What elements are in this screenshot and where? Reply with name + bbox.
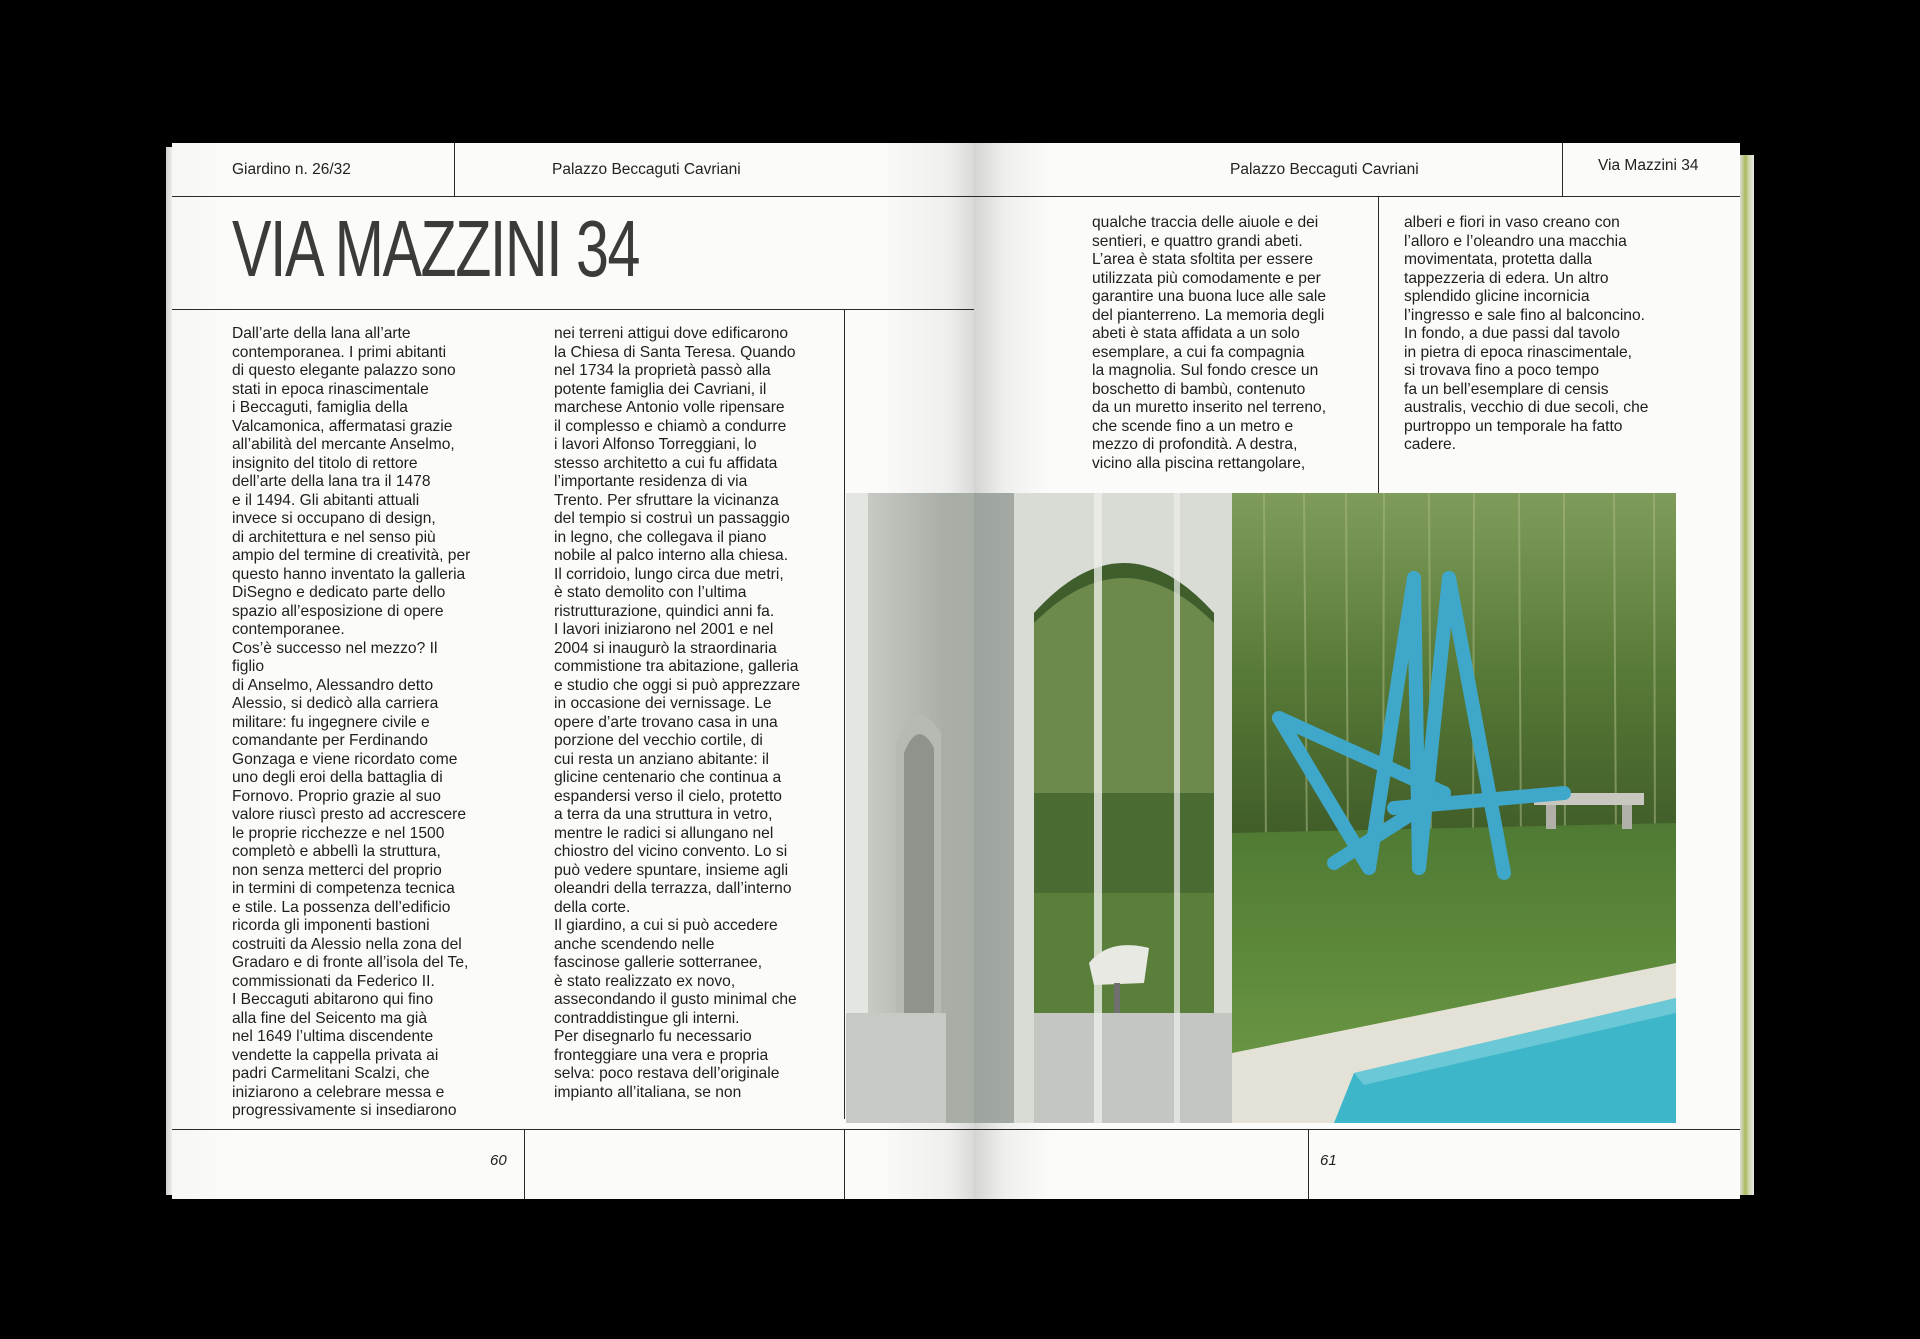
article-text-column-4: alberi e fiori in vaso creano con l’alloro e l’oleandro una macchia movimentata, protetta dalla tappezzeria di edera. Un altro splendido glicine incornicia l’ingresso e sale fino al balconcino. In fondo, a due passi dal tavolo in pietra di epoca rinascimentale, si trovava fino a poco tempo fa un bell’esemplare di censis australis, vecchio di due secoli, che purtroppo un temporale ha fatto cadere. (1404, 214, 1649, 453)
footer-rule-right (974, 1129, 1740, 1130)
column-divider-right (1378, 196, 1379, 493)
article-title: VIA MAZZINI 34 (232, 204, 639, 293)
right-page-edge (1740, 155, 1754, 1195)
footer-rule (172, 1129, 974, 1130)
courtyard-photo-left-half (846, 493, 974, 1123)
header-divider-right (1562, 143, 1563, 196)
header-palazzo-label: Palazzo Beccaguti Cavriani (552, 161, 741, 178)
garden-photo (974, 493, 1676, 1123)
left-page (172, 143, 974, 1199)
page-number-left: 60 (490, 1152, 507, 1169)
footer-divider-1 (524, 1129, 525, 1199)
header-street-label: Via Mazzini 34 (1598, 157, 1699, 174)
footer-divider-2 (844, 1129, 845, 1199)
header-rule (172, 196, 974, 197)
garden-sculpture-image (974, 493, 1676, 1123)
article-text-column-3: qualche traccia delle aiuole e dei sentieri, e quattro grandi abeti. L’area è stata sfoltita per essere utilizzata più comodamente e per garantire una buona luce alle sale del pianterreno. La memoria degli abeti è stata affidata a un solo esemplare, a cui fa compagnia la magnolia. Sul fondo cresce un boschetto di bambù, contenuto da un muretto inserito nel terreno, che scende fino a un metro e mezzo di profondità. A destra, vicino alla piscina rettangolare, (1092, 214, 1327, 472)
interior-arches-image (846, 493, 974, 1123)
page-number-right: 61 (1320, 1152, 1337, 1169)
magazine-spread (172, 143, 1740, 1199)
header-rule-right (974, 196, 1740, 197)
header-palazzo-label-right: Palazzo Beccaguti Cavriani (1230, 161, 1419, 178)
article-text-column-1: Dall’arte della lana all’arte contemporanea. I primi abitanti di questo elegante palazzo sono stati in epoca rinascimentale i Beccaguti, famiglia della Valcamonica, affermatasi grazie all’abilità del mercante Anselmo, insignito del titolo di rettore dell’arte della lana tra il 1478 e il 1494. Gli abitanti attuali invece si occupano di design, di architettura e nel senso più ampio del termine di creatività, per questo hanno inventato la galleria DiSegno e dedicato parte dello spazio all’esposizione di opere contemporanee. Cos’è successo nel mezzo? Il figlio di Anselmo, Alessandro detto Alessio, si dedicò alla carriera militare: fu ingegnere civile e comandante per Ferdinando Gonzaga e viene ricordato come uno degli eroi della battaglia di Fornovo. Proprio grazie al suo valore riuscì presto ad accrescere le proprie ricchezze e nel 1500 completò e abbellì la struttura, non senza metterci del proprio in termini di competenza tecnica e stile. La possenza dell’edificio ricorda gli imponenti bastioni costruiti da Alessio nella zona del Gradaro e di fronte all’isola del Te, commissionati da Federico II. I Beccaguti abitarono qui fino alla fine del Seicento ma già nel 1649 l’ultima discendente vendette la cappella privata ai padri Carmelitani Scalzi, che iniziarono a celebrare messa e progressivamente si insediarono (232, 325, 471, 1119)
title-rule (172, 309, 974, 310)
column-divider (844, 309, 845, 1119)
header-divider (454, 143, 455, 196)
header-issue-label: Giardino n. 26/32 (232, 161, 351, 178)
article-text-column-2: nei terreni attigui dove edificarono la Chiesa di Santa Teresa. Quando nel 1734 la proprietà passò alla potente famiglia dei Cavriani, il marchese Antonio volle ripensare il complesso e chiamò a condurre i lavori Alfonso Torreggiani, lo stesso architetto a cui fu affidata l’importante residenza di via Trento. Per sfruttare la vicinanza del tempio si costruì un passaggio in legno, che collegava il piano nobile al palco interno alla chiesa. Il corridoio, lungo circa due metri, è stato demolito con l’ultima ristrutturazione, quindici anni fa. I lavori iniziarono nel 2001 e nel 2004 si inaugurò la straordinaria commistione tra abitazione, galleria e studio che oggi si può apprezzare in occasione dei vernissage. Le opere d’arte trovano casa in una porzione del vecchio cortile, di cui resta un anziano abitante: il glicine centenario che continua a espandersi verso il cielo, protetto a terra da una struttura in vetro, mentre le radici si allungano nel chiostro del vicino convento. Lo si può vedere spuntare, insieme agli oleandri della terrazza, dall’interno della corte. Il giardino, a cui si può accedere anche scendendo nelle fascinose gallerie sotterranee, è stato realizzato ex novo, assecondando il gusto minimal che contraddistingue gli interni. Per disegnarlo fu necessario fronteggiare una vera e propria selva: poco restava dell’originale impianto all’italiana, se non (554, 325, 801, 1101)
footer-divider-right (1308, 1129, 1309, 1199)
right-page (974, 143, 1740, 1199)
